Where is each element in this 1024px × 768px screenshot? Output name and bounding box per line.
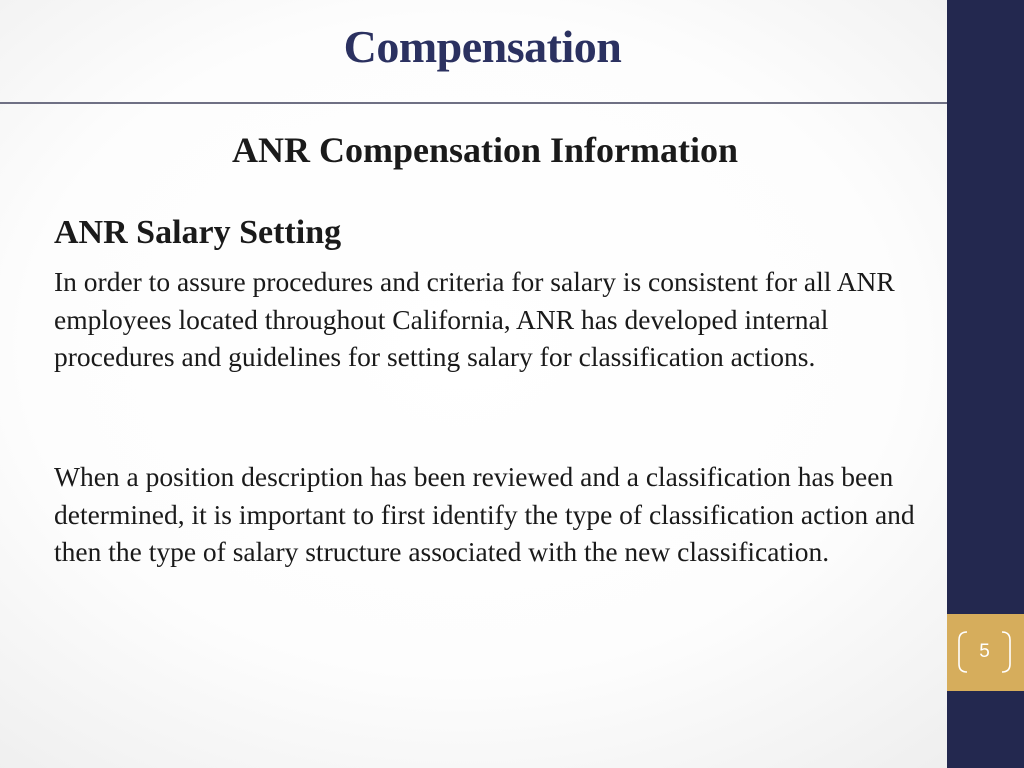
page-number-frame bbox=[957, 630, 1012, 674]
body-paragraph-2: When a position description has been reviewed and a classification has been determined, it is important to first identify the type of classification action and then the type of salary structure associated with the new classification. bbox=[54, 461, 915, 567]
page-number-badge bbox=[947, 614, 1024, 691]
title-divider bbox=[0, 102, 947, 104]
section-heading: ANR Salary Setting bbox=[54, 214, 342, 251]
slide-subtitle: ANR Compensation Information bbox=[231, 130, 739, 170]
page-number: 5 bbox=[979, 641, 990, 662]
slide-title: Compensation bbox=[343, 21, 622, 72]
body-paragraph-1: In order to assure procedures and criteria for salary is consistent for all ANR employees located throughout California, ANR has developed internal procedures and guidelines for setting salary for classification actions. bbox=[54, 266, 895, 372]
